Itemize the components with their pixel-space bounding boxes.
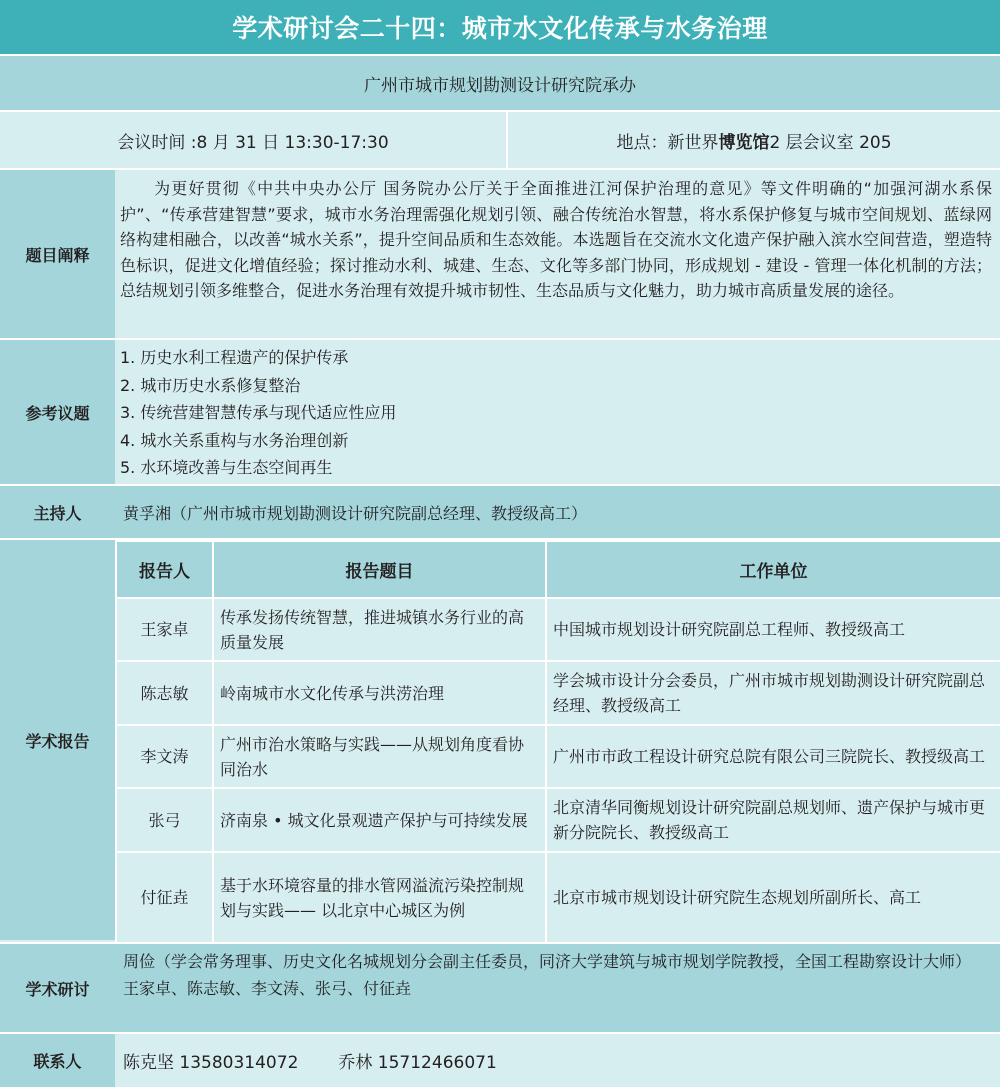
organizer: 广州市城市规划勘测设计研究院承办 bbox=[0, 56, 1000, 112]
intro-label: 题目阐释 bbox=[0, 170, 115, 338]
place-suffix: 2 层会议室 205 bbox=[769, 132, 892, 153]
header-topic: 报告题目 bbox=[213, 541, 546, 598]
meeting-info bbox=[0, 112, 1000, 170]
host-text: 黄孚湘（广州市城市规划勘测设计研究院副总经理、教授级高工） bbox=[123, 503, 588, 523]
report-topic: 传承发扬传统智慧，推进城镇水务行业的高质量发展 bbox=[213, 598, 546, 661]
contact-section bbox=[0, 1034, 1000, 1087]
intro-paragraph: 为更好贯彻《中共中央办公厅 国务院办公厅关于全面推进江河保护治理的意见》等文件明确的“加强河湖水系保护”、“传承营建智慧”要求，城市水务治理需强化规划引领、融合传统治水智慧，将水系保护修复与城市空间规划、蓝绿网络构建相融合，以改善“城水关系”，提升空间品质和生态效能。本选题旨在交流水文化遗产保护融入滨水空间营造，塑造特色标识，促进文化增值经验；探讨推动水利、城建、生态、文化等多部门协同，形成规划 - 建设 - 管理一体化机制的方法；总结规划引领多维整合，促进水务治理有效提升城市韧性、生态品质与文化魅力，助力城市高质量发展的途径。 bbox=[120, 179, 992, 300]
discussion-label: 学术研讨 bbox=[25, 979, 90, 999]
discussion-participants: 王家卓、陈志敏、李文涛、张弓、付征垚 bbox=[123, 979, 412, 998]
meeting-place bbox=[508, 112, 1000, 168]
report-topic: 广州市治水策略与实践——从规划角度看协同治水 bbox=[213, 725, 546, 788]
contact-person-2: 乔林 15712466071 bbox=[338, 1053, 497, 1073]
reports-section bbox=[0, 540, 1000, 942]
discussion-moderator: 周俭（学会常务理事、历史文化名城规划分会副主任委员，同济大学建筑与城市规划学院教授，全国工程勘察设计大师） bbox=[123, 952, 972, 971]
speaker-name: 陈志敏 bbox=[116, 661, 213, 725]
reports-label: 学术报告 bbox=[0, 540, 115, 940]
speaker-unit: 北京清华同衡规划设计研究院副总规划师、遗产保护与城市更新分院院长、教授级高工 bbox=[546, 788, 1000, 852]
discussion-text bbox=[115, 944, 1000, 1032]
discussion-section bbox=[0, 942, 1000, 1034]
contact-person-1: 陈克坚 13580314072 bbox=[123, 1053, 299, 1073]
place-prefix: 地点：新世界 bbox=[616, 132, 719, 153]
intro-text bbox=[115, 170, 1000, 338]
reports-table bbox=[115, 540, 1000, 944]
table-row bbox=[116, 598, 1000, 661]
host-label: 主持人 bbox=[33, 503, 82, 523]
host-section bbox=[0, 486, 1000, 540]
report-topic: 基于水环境容量的排水管网溢流污染控制规划与实践—— 以北京中心城区为例 bbox=[213, 852, 546, 943]
topic-item: 5. 水环境改善与生态空间再生 bbox=[120, 458, 333, 477]
table-row bbox=[116, 852, 1000, 943]
place-venue: 博览馆 bbox=[718, 132, 770, 153]
table-header-row bbox=[116, 541, 1000, 598]
topic-item: 1. 历史水利工程遗产的保护传承 bbox=[120, 348, 349, 367]
topics-section bbox=[0, 340, 1000, 486]
topic-item: 3. 传统营建智慧传承与现代适应性应用 bbox=[120, 403, 397, 422]
report-topic: 岭南城市水文化传承与洪涝治理 bbox=[213, 661, 546, 725]
page-title: 学术研讨会二十四：城市水文化传承与水务治理 bbox=[0, 0, 1000, 56]
topic-item: 4. 城水关系重构与水务治理创新 bbox=[120, 430, 349, 450]
topics-label: 参考议题 bbox=[0, 340, 115, 484]
intro-section bbox=[0, 170, 1000, 340]
table-row bbox=[116, 788, 1000, 852]
topics-list bbox=[115, 340, 1000, 484]
contact-text bbox=[115, 1034, 1000, 1087]
report-topic: 济南泉 • 城文化景观遗产保护与可持续发展 bbox=[213, 788, 546, 852]
speaker-unit: 中国城市规划设计研究院副总工程师、教授级高工 bbox=[546, 598, 1000, 661]
speaker-name: 张弓 bbox=[116, 788, 213, 852]
speaker-unit: 广州市市政工程设计研究总院有限公司三院院长、教授级高工 bbox=[546, 725, 1000, 788]
topic-item: 2. 城市历史水系修复整治 bbox=[120, 375, 301, 395]
header-speaker: 报告人 bbox=[116, 541, 213, 598]
table-row bbox=[116, 661, 1000, 725]
header-unit: 工作单位 bbox=[546, 541, 1000, 598]
speaker-unit: 学会城市设计分会委员，广州市城市规划勘测设计研究院副总经理、教授级高工 bbox=[546, 661, 1000, 725]
meeting-time: 会议时间 :8 月 31 日 13:30-17:30 bbox=[0, 112, 508, 168]
speaker-name: 付征垚 bbox=[116, 852, 213, 943]
table-row bbox=[116, 725, 1000, 788]
speaker-name: 王家卓 bbox=[116, 598, 213, 661]
speaker-name: 李文涛 bbox=[116, 725, 213, 788]
speaker-unit: 北京市城市规划设计研究院生态规划所副所长、高工 bbox=[546, 852, 1000, 943]
contact-label: 联系人 bbox=[0, 1034, 115, 1087]
